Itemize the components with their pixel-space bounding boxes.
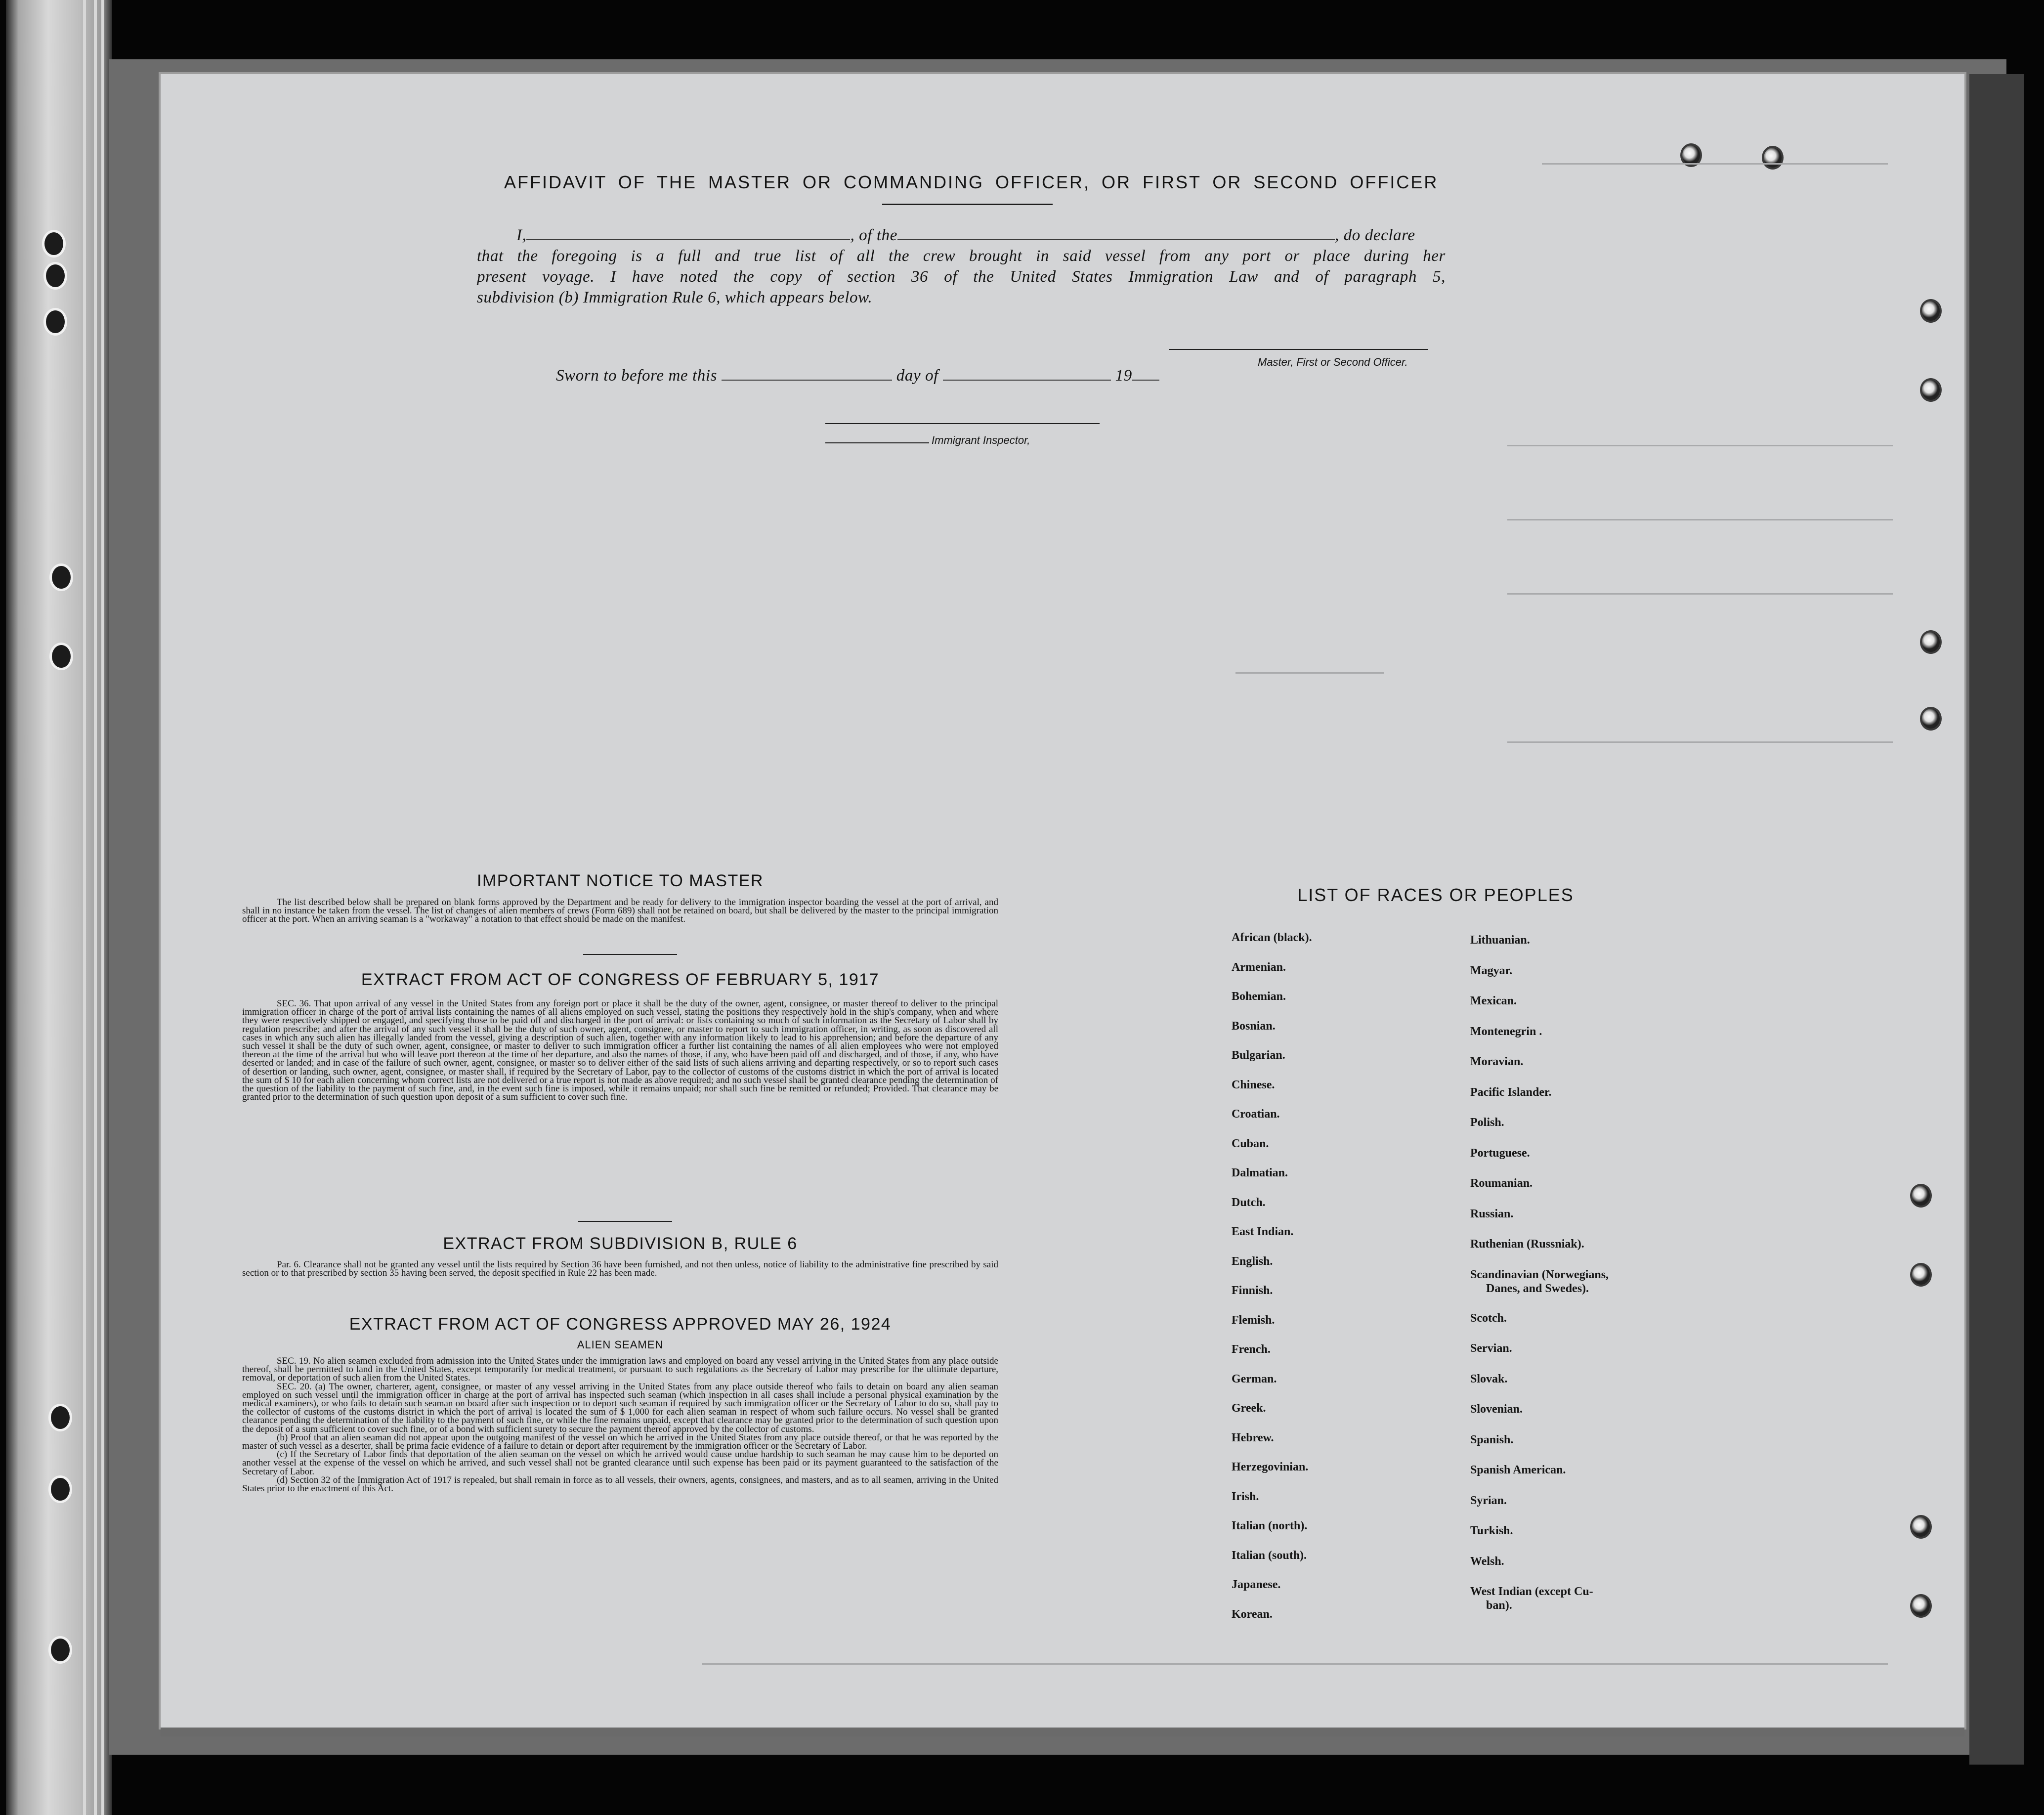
- binder-hole: [48, 1475, 72, 1503]
- bleed-through-mark: [1542, 163, 1888, 165]
- race-item: Bosnian.: [1232, 1019, 1276, 1033]
- race-item: Japanese.: [1232, 1578, 1281, 1591]
- master-signature-line[interactable]: [1169, 349, 1428, 350]
- race-item: Syrian.: [1470, 1494, 1507, 1507]
- affidavit-title: AFFIDAVIT OF THE MASTER OR COMMANDING OFFICER, OR FIRST OR SECOND OFFICER: [504, 172, 1439, 192]
- affidavit-line-2: that the foregoing is a full and true list of all the crew brought in said vessel from any port or place during her: [477, 247, 1446, 265]
- race-item: Servian.: [1470, 1342, 1512, 1355]
- title-underline: [882, 204, 1053, 205]
- bleed-through-mark: [1507, 519, 1893, 520]
- affidavit-declare-label: , do declare: [1335, 226, 1415, 244]
- extract-rule6-heading: EXTRACT FROM SUBDIVISION B, RULE 6: [443, 1234, 798, 1253]
- race-item: Pacific Islander.: [1470, 1085, 1552, 1099]
- race-item: Greek.: [1232, 1402, 1266, 1415]
- race-item: Scandinavian (Norwegians,: [1470, 1268, 1609, 1281]
- bleed-through-mark: [1507, 593, 1893, 595]
- race-item: Moravian.: [1470, 1055, 1524, 1068]
- race-item: Spanish American.: [1470, 1464, 1566, 1476]
- race-item: Bulgarian.: [1232, 1049, 1285, 1062]
- binder-hole: [49, 563, 73, 591]
- punch-hole: [1762, 146, 1784, 170]
- punch-hole: [1920, 378, 1942, 402]
- affidavit-i-label: I,: [516, 226, 527, 244]
- binder-hole: [43, 262, 67, 290]
- race-item: Chinese.: [1232, 1078, 1275, 1091]
- section-20a-text: SEC. 20. (a) The owner, charterer, agent, consignee, or master of any vessel arriving in the United States from any place outside thereof who fails to detain on board any alien seaman employed on such vessel until the immigration officer in charge at the port of arrival has inspected such seaman (which inspection in all cases shall include a personal physical examination by the medical examiners), or who fails to detain such seaman on board after such inspection or to deport such seaman if required by such immigration officer or the Secretary of Labor to do so, shall pay to the collector of customs of the customs district in which the port of arrival is located the sum of $ 1,000 for each alien seaman in respect of whom such failure occurs. No vessel shall be granted clearance pending the determination of the liability to the payment of such fine, or while the fine remains unpaid, except that clearance may be granted prior to the determination of such question upon the deposit of a sum sufficient to cover such fine, or of a bond with sufficient surety to secure the payment thereof approved by the collector of customs.: [242, 1381, 998, 1434]
- race-item: Spanish.: [1470, 1433, 1514, 1446]
- section-20d-text: (d) Section 32 of the Immigration Act of 1917 is repealed, but shall remain in force as to all vessels, their owners, agents, consignees, and masters, and as to all seamen, arriving in the United States prior to the enactment of this Act.: [242, 1474, 998, 1494]
- extract-1924-heading: EXTRACT FROM ACT OF CONGRESS APPROVED MAY 26, 1924: [349, 1315, 892, 1334]
- race-item: German.: [1232, 1372, 1277, 1385]
- race-item: Roumanian.: [1470, 1177, 1533, 1190]
- race-item: Croatian.: [1232, 1108, 1280, 1121]
- bleed-through-mark: [1235, 672, 1384, 674]
- sworn-year-blank[interactable]: [1132, 380, 1159, 381]
- vessel-blank[interactable]: [897, 239, 1335, 240]
- affidavit-line-4: subdivision (b) Immigration Rule 6, which appears below.: [477, 289, 873, 306]
- bleed-through-mark: [702, 1663, 1888, 1665]
- page-bottom-edge: [161, 1728, 1964, 1736]
- race-item: Turkish.: [1470, 1524, 1513, 1537]
- race-item: Cuban.: [1232, 1137, 1269, 1150]
- backing-sheet-edge: [1969, 74, 2024, 1765]
- affidavit-of-the-label: , of the: [850, 226, 897, 244]
- race-item: Ruthenian (Russniak).: [1470, 1238, 1584, 1251]
- punch-hole: [1910, 1184, 1932, 1208]
- race-item: Scotch.: [1470, 1311, 1507, 1325]
- notice-heading: IMPORTANT NOTICE TO MASTER: [477, 871, 764, 890]
- race-item: Welsh.: [1470, 1555, 1504, 1568]
- race-item: Armenian.: [1232, 960, 1286, 974]
- race-item: Irish.: [1232, 1490, 1259, 1503]
- binder-hole: [48, 1636, 72, 1664]
- race-item: Lithuanian.: [1470, 934, 1530, 947]
- race-item: Bohemian.: [1232, 990, 1286, 1003]
- binder-divider: [101, 0, 104, 1815]
- race-item: Dutch.: [1232, 1196, 1266, 1209]
- sworn-day-blank[interactable]: [722, 380, 892, 381]
- binder-hole: [49, 643, 73, 670]
- race-item: Italian (south).: [1232, 1549, 1307, 1562]
- race-item: Polish.: [1470, 1116, 1504, 1129]
- extract-rule6-text: Par. 6. Clearance shall not be granted any vessel until the lists required by Section 36 have been furnished, and not then unless, notice of liability to the administrative fine prescribed by said section or to that prescribed by section 35 having been served, the deposit specified in Rule 22 has been made.: [242, 1259, 998, 1279]
- inspector-label: Immigrant Inspector,: [932, 434, 1030, 446]
- race-item: French.: [1232, 1343, 1271, 1356]
- race-item: Portuguese.: [1470, 1146, 1530, 1160]
- affidavit-line-1: [516, 226, 1415, 245]
- punch-hole: [1910, 1515, 1932, 1539]
- punch-hole: [1910, 1263, 1932, 1287]
- sworn-label: Sworn to before me this: [556, 367, 718, 385]
- race-item: East Indian.: [1232, 1225, 1294, 1238]
- separator-rule: [583, 954, 677, 955]
- race-item: African (black).: [1232, 931, 1312, 944]
- day-of-label: day of: [896, 367, 938, 385]
- inspector-signature-line[interactable]: [825, 423, 1100, 424]
- race-item: Hebrew.: [1232, 1431, 1274, 1444]
- race-item: Dalmatian.: [1232, 1167, 1288, 1179]
- binder-divider: [83, 0, 86, 1815]
- name-blank[interactable]: [526, 239, 850, 240]
- race-item: Russian.: [1470, 1207, 1514, 1220]
- extract-1917-heading: EXTRACT FROM ACT OF CONGRESS OF FEBRUARY 5, 1917: [361, 970, 880, 989]
- race-item: English.: [1232, 1254, 1273, 1268]
- binder-divider: [94, 0, 97, 1815]
- extract-1924-text: [242, 1357, 998, 1493]
- race-item: Flemish.: [1232, 1313, 1275, 1327]
- race-item: Montenegrin .: [1470, 1025, 1542, 1038]
- inspector-prefix-line[interactable]: [825, 442, 929, 443]
- race-item: Italian (north).: [1232, 1519, 1308, 1532]
- punch-hole: [1910, 1594, 1932, 1618]
- extract-1917-text: SEC. 36. That upon arrival of any vessel in the United States from any foreign port or place it shall be the duty of the owner, agent, consignee, or master thereof to deliver to the principal immigration officer in charge of the port of arrival lists containing the names of all aliens employed on such vessel, stating the positions they respectively hold in the ship's company, when and where they were respectively shipped or engaged, and specifying those to be paid off and discharged in the port of arrival: or lists containing so much of such information as the Secretary of Labor shall by regulation prescribe; and after the arrival of any such vessel it shall be the duty of such owner, agent, consignee, or master to report to such immigration officer, in writing, as soon as discovered all cases in which any such alien has illegally landed from the vessel, giving a description of such alien, together with any information likely to lead to his apprehension; and before the departure of any such vessel it shall be the duty of such owner, agent, consignee, or master to deliver to such immigration officer a further list containing the names of all alien employees who were not employed thereon at the time of the arrival but who will leave port thereon at the time of her departure, and also the names of those, if any, who have been paid off and discharged, and of those, if any, who have deserted or landed; and in case of the failure of such owner, agent, consignee, or master so to deliver either of the said lists of such aliens arriving and departing respectively, or so to report such cases of desertion or landing, such owner, agent, consignee, or master shall, if required by the Secretary of Labor, pay to the collector of customs of the customs district in which the port of arrival is located the sum of $ 10 for each alien concerning whom correct lists are not delivered or a true report is not made as above required; and no such vessel shall be granted clearance pending the determination of the question of the liability to the payment of such fine, and, in the event such fine is imposed, while it remains unpaid; nor shall such fine be remitted or refunded; Provided. That clearance may be granted prior to the determination of such question upon deposit of a sum sufficient to cover such fine.: [242, 998, 998, 1103]
- punch-hole: [1920, 707, 1942, 731]
- race-item: ban).: [1486, 1599, 1512, 1612]
- sworn-line: [556, 367, 1159, 385]
- year-prefix-label: 19: [1115, 367, 1132, 385]
- separator-rule: [578, 1221, 672, 1222]
- race-item: Slovenian.: [1470, 1403, 1523, 1416]
- race-item: Danes, and Swedes).: [1486, 1282, 1589, 1295]
- race-item: Korean.: [1232, 1607, 1273, 1621]
- binder-hole: [48, 1404, 72, 1431]
- bleed-through-mark: [1507, 445, 1893, 446]
- section-19-text: SEC. 19. No alien seamen excluded from admission into the United States under the immigration laws and employed on board any vessel arriving in the United States from any place outside thereof, shall be permitted to land in the United States, except temporarily for medical treatment, or pursuant to such regulations as the Secretary of Labor may prescribe for the ultimate departure, removal, or deportation of such alien from the United States.: [242, 1356, 998, 1383]
- race-item: West Indian (except Cu-: [1470, 1585, 1593, 1598]
- alien-seamen-subheading: ALIEN SEAMEN: [577, 1339, 664, 1351]
- binder-hole: [43, 308, 67, 336]
- master-signature-label: Master, First or Second Officer.: [1258, 356, 1408, 368]
- race-item: Finnish.: [1232, 1284, 1273, 1297]
- races-heading: LIST OF RACES OR PEOPLES: [1297, 885, 1574, 905]
- section-20b-text: (b) Proof that an alien seaman did not appear upon the outgoing manifest of the vessel on which he arrived in the United States from any place outside thereof, or that he was reported by the master of such vessel as a deserter, shall be prima facie evidence of a failure to detain or deport after requirement by the immigration officer or the Secretary of Labor.: [242, 1432, 998, 1452]
- binder-hole: [42, 230, 66, 258]
- section-20c-text: (c) If the Secretary of Labor finds that deportation of the alien seaman on the vessel on which he arrived would cause undue hardship to such seaman he may cause him to be deported on another vessel at the expense of the vessel on which he arrived, and such vessel shall not be granted clearance until such expense has been paid or its payment guaranteed to the satisfaction of the Secretary of Labor.: [242, 1449, 998, 1477]
- race-item: Herzegovinian.: [1232, 1461, 1309, 1473]
- bleed-through-mark: [1507, 741, 1893, 743]
- punch-hole: [1920, 630, 1942, 654]
- race-item: Slovak.: [1470, 1372, 1508, 1385]
- sworn-month-blank[interactable]: [943, 380, 1111, 381]
- affidavit-line-3: present voyage. I have noted the copy of section 36 of the United States Immigration Law and of paragraph 5,: [477, 268, 1446, 286]
- notice-text: The list described below shall be prepared on blank forms approved by the Department and be ready for delivery to the immigration inspector boarding the vessel at the port of arrival, and shall in no instance be taken from the vessel. The list of changes of alien members of crews (Form 689) shall not be retained on board, but shall be delivered by the master to the principal immigration officer at the port. When an arriving seaman is a "workaway" a notation to that effect should be made on the manifest.: [242, 897, 998, 925]
- race-item: Magyar.: [1470, 964, 1513, 977]
- punch-hole: [1920, 299, 1942, 323]
- race-item: Mexican.: [1470, 994, 1517, 1007]
